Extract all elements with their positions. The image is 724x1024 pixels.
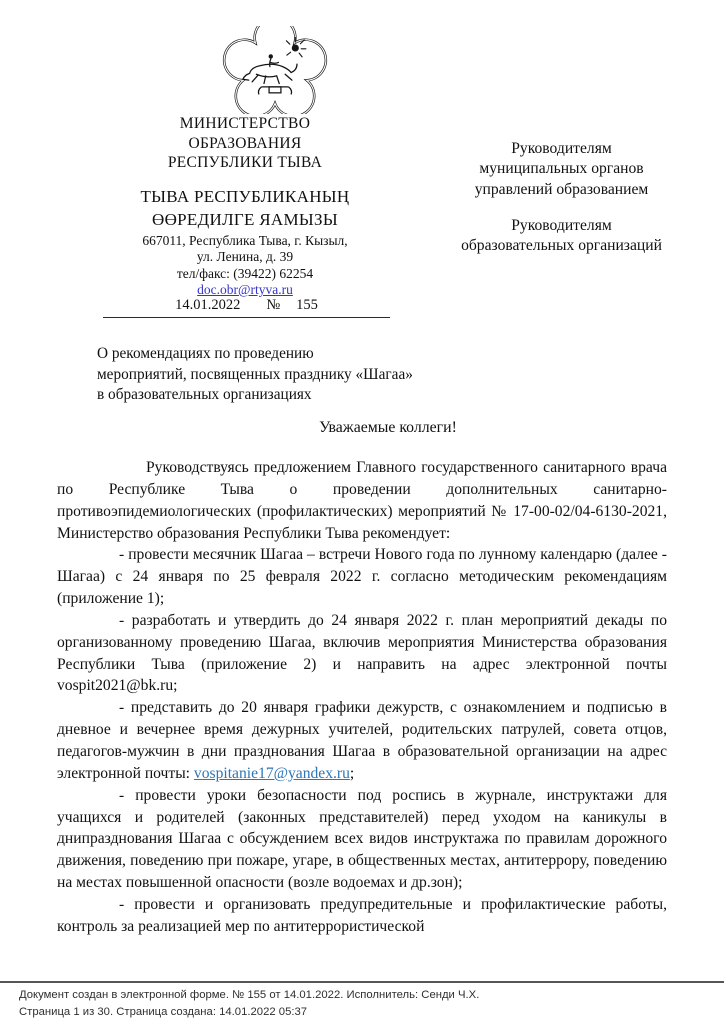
recipients-block [418, 139, 705, 256]
tuva-coat-of-arms-icon [210, 26, 340, 114]
recipients-group-organizations [418, 216, 705, 257]
letter-subject [97, 344, 487, 406]
date-number-line [103, 297, 390, 318]
paragraph-text: - представить до 20 января графики дежурств, с ознакомлением и подписью в дневное и вечернее время дежурных учителей, родительских патрулей, совета отцов, педагогов-мужчин в дни празднования Шагаа в образовательной организации на адрес электронной почты: [57, 699, 667, 782]
recipient-line: управлений образованием [474, 180, 649, 198]
body-paragraph-item: - разработать и утвердить до 24 января 2022 г. план мероприятий декады по организованному проведению Шагаа, включив мероприятия Министерства образования Республики Тыва (приложение 2) и направить на адрес электронной почты vospit2021@bk.ru; [57, 611, 667, 695]
footer [19, 987, 709, 1021]
subject-line: О рекомендациях по проведению [97, 345, 314, 362]
footer-document-info: Документ создан в электронной форме. № 155 от 14.01.2022. Исполнитель: Сенди Ч.Х. [19, 989, 480, 1001]
ministry-name-line: РЕСПУБЛИКИ ТЫВА [167, 154, 323, 171]
recipient-line: образовательных организаций [461, 237, 662, 255]
recipient-line: муниципальных органов [479, 160, 644, 178]
address-line: тел/факс: (39422) 62254 [176, 265, 314, 281]
ministry-name-tuvan-line: ТЫВА РЕСПУБЛИКАНЫҢ [140, 187, 350, 206]
ministry-name-tuvan-line: ӨӨРЕДИЛГЕ ЯАМЫЗЫ [152, 209, 338, 229]
body-paragraph-item: - провести уроки безопасности под роспись в журнале, инструктажи для учащихся и родителей (законных представителей) перед уходом на каникулы в днипразднования Шагаа с обсуждением всех видов инструктажа по правилам дорожного движения, поведению при пожаре, угаре, в общественных местах, антитеррору, поведению на местах повышенной опасности (возле водоемах и др.зон); [57, 786, 667, 892]
letter-body [57, 457, 667, 938]
ministry-name-tuvan [100, 186, 390, 231]
body-paragraph-item [57, 697, 667, 784]
ministry-name-line: ОБРАЗОВАНИЯ [188, 134, 302, 152]
body-paragraph-item: - провести месячник Шагаа – встречи Нового года по лунному календарю (далее - Шагаа) с 24 января по 25 февраля 2022 г. согласно методическим рекомендациям (приложение 1); [57, 546, 667, 608]
ministry-name-line: МИНИСТЕРСТВО [179, 115, 311, 132]
body-paragraph-intro: Руководствуясь предложением Главного государственного санитарного врача по Республике Тыва о проведении дополнительных санитарно-противоэпидемиологических (профилактических) мероприятий № 17-00-02/04-6130-2021, Министерство образования Республики Тыва рекомендует: [57, 459, 667, 542]
letterhead-address [100, 233, 390, 282]
subject-line: в образовательных организациях [97, 386, 312, 404]
vospitanie-email-link[interactable]: vospitanie17@yandex.ru [193, 764, 350, 782]
footer-divider [0, 981, 724, 983]
document-number: 155 [296, 297, 318, 313]
address-line: 667011, Республика Тыва, г. Кызыл, [142, 233, 348, 248]
subject-line: мероприятий, посвященных празднику «Шагаа» [97, 365, 413, 383]
recipient-line: Руководителям [511, 216, 612, 234]
footer-page-info: Страница 1 из 30. Страница создана: 14.01.2022 05:37 [19, 1005, 308, 1018]
recipient-line: Руководителям [511, 140, 612, 157]
ministry-name-ru [100, 114, 390, 173]
greeting: Уважаемые коллеги! [319, 419, 457, 436]
document-number-group [266, 297, 318, 314]
letterhead-email-row [100, 282, 390, 298]
body-paragraph-item: - провести и организовать предупредительные и профилактические работы, контроль за реализацией мер по антитеррористической [57, 895, 667, 935]
document-date: 14.01.2022 [175, 297, 241, 313]
number-sign: № [266, 297, 281, 313]
address-line: ул. Ленина, д. 39 [196, 249, 294, 265]
paragraph-text: ; [349, 764, 355, 782]
ministry-email-link[interactable]: doc.obr@rtyva.ru [197, 282, 293, 297]
recipients-group-municipal [418, 139, 705, 200]
